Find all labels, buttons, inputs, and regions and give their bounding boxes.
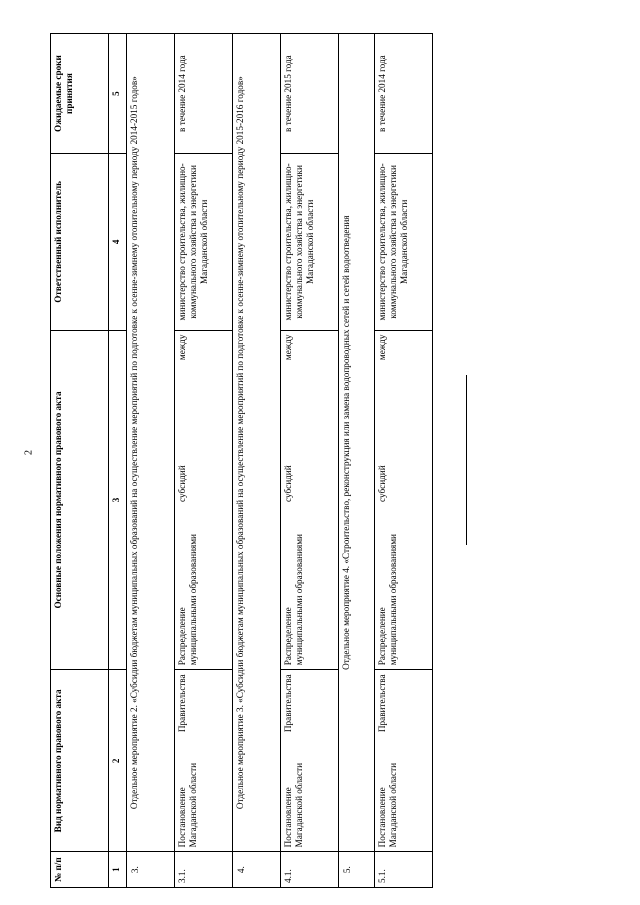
act-content-line: Распределение субсидий между	[282, 334, 293, 666]
separator-line	[466, 375, 467, 545]
act-type-line: Магаданской области	[387, 762, 398, 848]
act-content-line: муниципальными образованиями	[187, 534, 198, 666]
section-number: 3.	[127, 852, 175, 888]
table-row	[174, 34, 232, 888]
deadline: в течение 2014 года	[374, 34, 432, 154]
act-content-line: муниципальными образованиями	[387, 534, 398, 666]
executor: министерство строительства, жилищно-коммунального хозяйства и энергетики Магаданской области	[280, 154, 338, 330]
act-type	[374, 670, 432, 852]
act-type-line: Магаданской области	[293, 762, 304, 848]
section-title: Отдельное мероприятие 4. «Строительство, реконструкция или замена водопроводных сетей и сетей водоотведения	[338, 34, 374, 852]
section-row	[232, 34, 280, 888]
act-content	[280, 330, 338, 670]
header-row	[51, 34, 109, 888]
section-number: 5.	[338, 852, 374, 888]
column-number: 4	[109, 154, 127, 330]
executor: министерство строительства, жилищно-коммунального хозяйства и энергетики Магаданской области	[174, 154, 232, 330]
row-number: 4.1.	[280, 852, 338, 888]
column-numbers-row	[109, 34, 127, 888]
rotated-page	[50, 33, 433, 888]
section-title: Отдельное мероприятие 2. «Субсидии бюджетам муниципальных образований на осуществление мероприятий по подготовке к осенне-зимнему отопительному периоду 2014-2015 годов»	[127, 34, 175, 852]
act-content	[174, 330, 232, 670]
column-number: 2	[109, 670, 127, 852]
deadline: в течение 2014 года	[174, 34, 232, 154]
header-content: Основные положения нормативного правового акта	[51, 330, 109, 670]
deadline: в течение 2015 года	[280, 34, 338, 154]
header-executor: Ответственный исполнитель	[51, 154, 109, 330]
header-num: № п/п	[51, 852, 109, 888]
act-content	[374, 330, 432, 670]
act-type-line: Постановление Правительства	[176, 674, 187, 848]
row-number: 3.1.	[174, 852, 232, 888]
act-type-line: Постановление Правительства	[282, 674, 293, 848]
act-content-line: муниципальными образованиями	[293, 534, 304, 666]
act-type-line: Магаданской области	[187, 762, 198, 848]
page-number: 2	[23, 450, 35, 455]
section-number: 4.	[232, 852, 280, 888]
section-row	[127, 34, 175, 888]
row-number: 5.1.	[374, 852, 432, 888]
act-type	[280, 670, 338, 852]
column-number: 1	[109, 852, 127, 888]
act-content-line: Распределение субсидий между	[376, 334, 387, 666]
table-row	[374, 34, 432, 888]
section-title: Отдельное мероприятие 3. «Субсидии бюджетам муниципальных образований на осуществление мероприятий по подготовке к осенне-зимнему отопительному периоду 2015-2016 годов»	[232, 34, 280, 852]
section-row	[338, 34, 374, 888]
column-number: 3	[109, 330, 127, 670]
act-type	[174, 670, 232, 852]
table-row	[280, 34, 338, 888]
column-number: 5	[109, 34, 127, 154]
header-act-type: Вид нормативного правового акта	[51, 670, 109, 852]
header-deadline: Ожидаемые сроки принятия	[51, 34, 109, 154]
act-content-line: Распределение субсидий между	[176, 334, 187, 666]
act-type-line: Постановление Правительства	[376, 674, 387, 848]
normative-acts-table	[50, 33, 433, 888]
executor: министерство строительства, жилищно-коммунального хозяйства и энергетики Магаданской области	[374, 154, 432, 330]
